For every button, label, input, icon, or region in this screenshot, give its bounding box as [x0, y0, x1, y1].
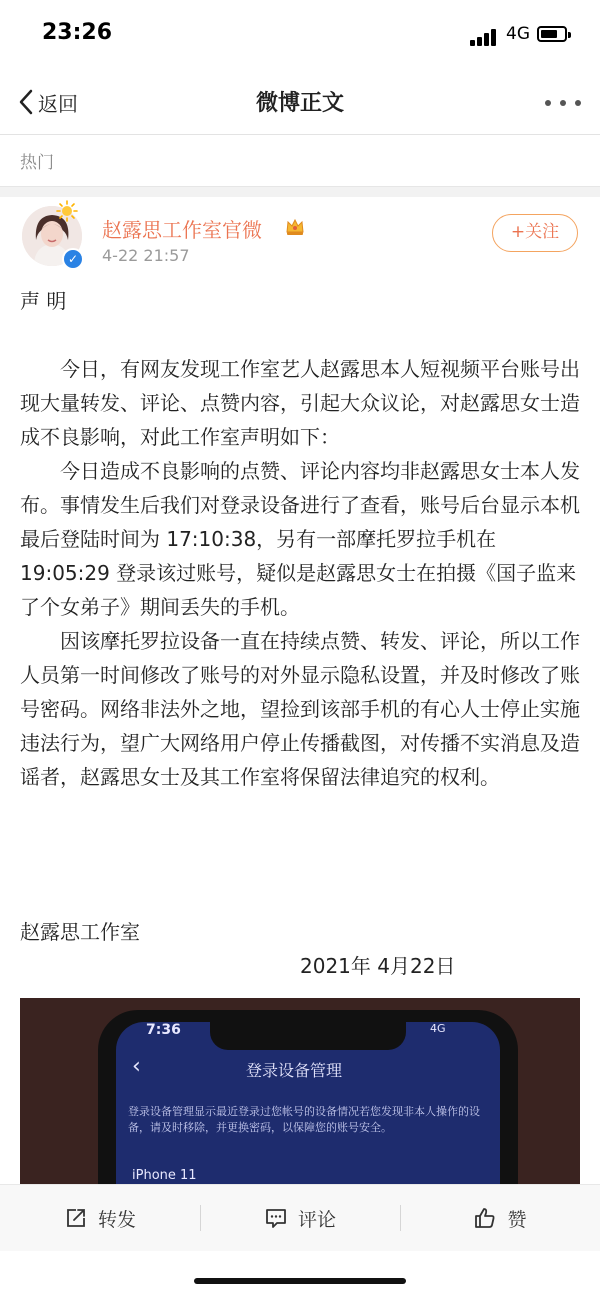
network-type: 4G	[506, 24, 530, 44]
like-label: 赞	[507, 1208, 527, 1231]
home-indicator[interactable]	[194, 1278, 406, 1284]
share-icon	[64, 1206, 88, 1230]
status-bar	[0, 0, 600, 70]
section-label-hot: 热门	[20, 153, 54, 173]
paragraph-1: 今日，有网友发现工作室艺人赵露思本人短视频平台账号出现大量转发、评论、点赞内容，引起大众议论，对赵露思女士造成不良影响，对此工作室声明如下：	[20, 357, 580, 449]
paragraph-2: 今日造成不良影响的点赞、评论内容均非赵露思女士本人发布。事情发生后我们对登录设备进行了查看，账号后台显示本机最后登陆时间为 17:10:38，另有一部摩托罗拉手机在 19:05:29 登录该过账号，疑似是赵露思女士在拍摄《国子监来了个女弟子》期间丢失的手机。	[20, 459, 580, 619]
post-timestamp: 4-22 21:57	[102, 246, 190, 265]
signal-icon	[470, 28, 500, 46]
repost-button[interactable]	[0, 1185, 200, 1251]
back-label: 返回	[38, 91, 78, 116]
page-title: 微博正文	[255, 91, 344, 116]
statement-date: 2021年 4月22日	[300, 954, 456, 978]
statement-heading: 声 明	[20, 289, 67, 313]
statement-signature: 赵露思工作室	[20, 920, 140, 944]
phone-screen-description: 登录设备管理显示最近登录过您帐号的设备情况若您发现非本人操作的设备，请及时移除，并更换密码，以保障您的账号安全。	[128, 1105, 480, 1134]
post-content	[20, 284, 580, 794]
battery-icon	[537, 26, 567, 42]
comment-button[interactable]	[200, 1185, 400, 1251]
repost-label: 转发	[97, 1208, 136, 1231]
follow-button[interactable]: +关注	[492, 214, 578, 252]
more-options-icon[interactable]	[545, 98, 583, 108]
crown-icon	[284, 216, 306, 238]
post-image[interactable]	[20, 998, 580, 1184]
phone-device-model: iPhone 11	[132, 1168, 197, 1183]
action-bar	[0, 1184, 600, 1251]
thumbs-up-icon	[473, 1206, 497, 1230]
status-time: 23:26	[42, 20, 113, 45]
phone-notch	[210, 1018, 406, 1050]
nav-bar	[0, 70, 600, 135]
verified-icon: ✓	[62, 248, 84, 270]
paragraph-3: 因该摩托罗拉设备一直在持续点赞、转发、评论，所以工作人员第一时间修改了账号的对外显示隐私设置，并及时修改了账号密码。网络非法外之地，望捡到该部手机的有心人士停止实施违法行为，望广大网络用户停止传播截图，对传播不实消息及造谣者，赵露思女士及其工作室将保留法律追究的权利。	[20, 629, 580, 789]
section-divider	[0, 186, 600, 197]
phone-back-icon: ‹	[132, 1054, 141, 1079]
comment-icon	[264, 1206, 288, 1230]
phone-screen-title: 登录设备管理	[246, 1061, 343, 1080]
like-button[interactable]	[400, 1185, 600, 1251]
comment-label: 评论	[297, 1208, 336, 1231]
phone-status: 4G	[430, 1022, 446, 1035]
sun-icon	[56, 200, 78, 222]
author-name[interactable]: 赵露思工作室官微	[102, 218, 262, 242]
phone-time: 7:36	[146, 1022, 181, 1038]
